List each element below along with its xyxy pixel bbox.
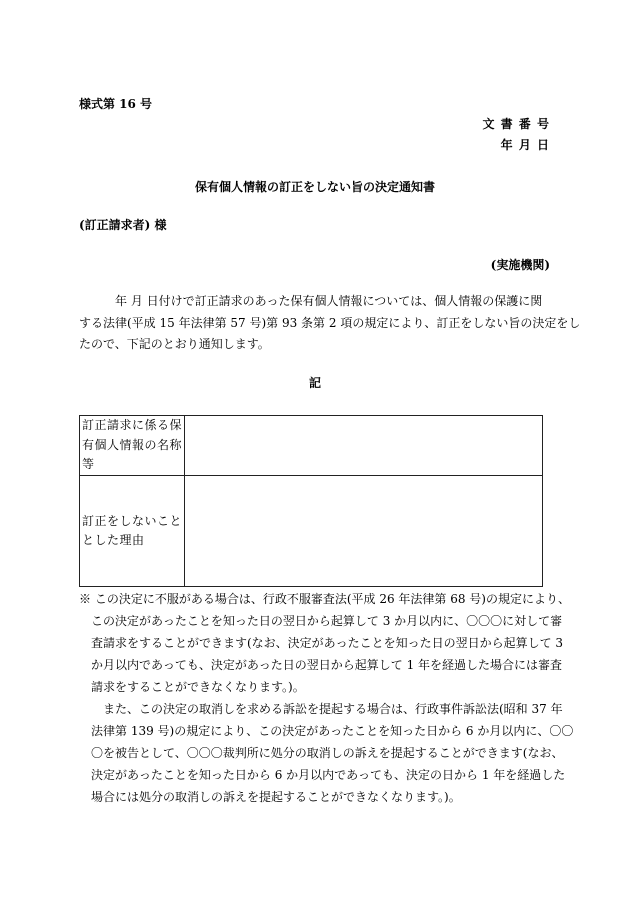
row-value-reason	[185, 476, 543, 587]
notice-table	[79, 415, 543, 587]
note-line: 請求をすることができなくなります。)。	[91, 680, 305, 694]
issuing-agency: (実施機関)	[490, 258, 550, 272]
table-row	[80, 476, 543, 587]
note-line: 〇を被告として、〇〇〇裁判所に処分の取消しの訴えを提起することができます(なお、	[91, 746, 564, 760]
document-title: 保有個人情報の訂正をしない旨の決定通知書	[194, 180, 435, 194]
note-line: か月以内であっても、決定があった日の翌日から起算して 1 年を経過した場合には審査	[91, 658, 563, 672]
row-value-subject	[185, 416, 543, 476]
recipient-line: (訂正請求者) 様	[79, 218, 167, 232]
document-number-label: 文 書 番 号	[482, 117, 550, 131]
note-line: また、この決定の取消しを求める訴訟を提起する場合は、行政事件訴訟法(昭和 37 年	[103, 702, 563, 716]
appeal-note	[79, 588, 574, 808]
body-paragraph	[79, 291, 581, 356]
note-line: 法律第 139 号)の規定により、この決定があったことを知った日から 6 か月以内に、〇〇	[91, 724, 574, 738]
body-line: たので、下記のとおり通知します。	[79, 337, 270, 351]
note-line: 査請求をすることができます(なお、決定があったことを知った日の翌日から起算して 3	[91, 636, 564, 650]
body-line: する法律(平成 15 年法律第 57 号)第 93 条第 2 項の規定により、訂正をしない旨の決定をし	[79, 315, 581, 330]
note-line: この決定があったことを知った日の翌日から起算して 3 か月以内に、〇〇〇に対して審	[91, 614, 563, 628]
table-row	[80, 416, 543, 476]
note-line: 決定があったことを知った日から 6 か月以内であっても、決定の日から 1 年を経過した	[91, 768, 566, 782]
note-line: 場合には処分の取消しの訴えを提起することができなくなります。)。	[91, 790, 461, 804]
body-line: 年 月 日付けで訂正請求のあった保有個人情報については、個人情報の保護に関	[115, 294, 543, 308]
row-label-subject: 訂正請求に係る保 有個人情報の名称 等	[80, 416, 185, 476]
date-label: 年 月 日	[500, 138, 550, 152]
form-number: 様式第 16 号	[79, 97, 153, 111]
note-line: ※ この決定に不服がある場合は、行政不服審査法(平成 26 年法律第 68 号)の規定により、	[79, 592, 570, 606]
row-label-reason: 訂正をしないこと とした理由	[80, 476, 185, 587]
ki-heading: 記	[308, 376, 321, 390]
